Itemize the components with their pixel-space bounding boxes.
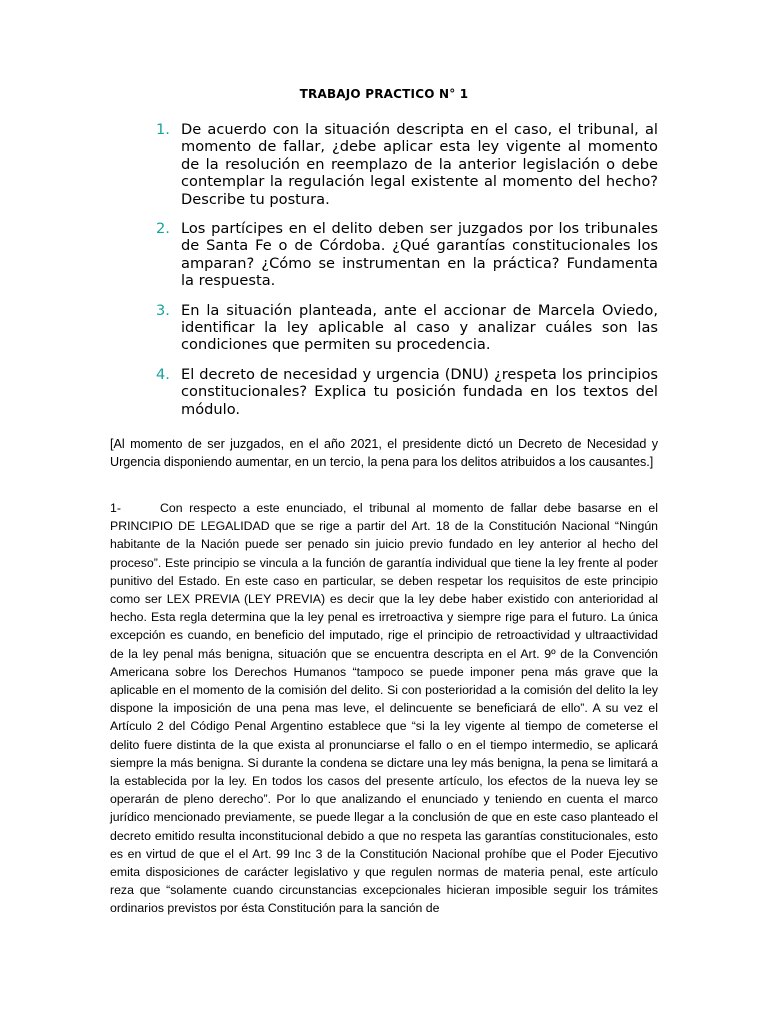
answer-text: Con respecto a este enunciado, el tribunal al momento de fallar debe basarse en el PRINCIPIO DE LEGALIDAD que se rige a partir del Art. 18 de la Constitución Nacional “Ningún habitante de la Nación puede ser penado sin juicio previo fundado en ley anterior al hecho del proceso”. Este principio se vincula a la función de garantía individual que tiene la ley frente al poder punitivo del Estado. En este caso en particular, se deben respetar los requisitos de este principio como ser LEX PREVIA (LEY PREVIA) es decir que la ley debe haber existido con anterioridad al hecho. Esta regla determina que la ley penal es irretroactiva y siempre rige para el futuro. La única excepción es cuando, en beneficio del imputado, rige el principio de retroactividad y ultraactividad de la ley penal más benigna, situación que se encuentra descripta en el Art. 9º de la Convención Americana sobre los Derechos Humanos “tampoco se puede imponer pena más grave que la aplicable en el momento de la comisión del delito. Si con posterioridad a la comisión del delito la ley dispone la imposición de una pena mas leve, el delincuente se beneficiará de ello”. A su vez el Artículo 2 del Código Penal Argentino establece que “si la ley vigente al tiempo de cometerse el delito fuere distinta de la que exista al pronunciarse el fallo o en el tiempo intermedio, se aplicará siempre la más benigna. Si durante la condena se dictare una ley más benigna, la pena se limitará a la establecida por la ley. En todos los casos del presente artículo, los efectos de la nueva ley se operarán de pleno derecho”. Por lo que analizando el enunciado y teniendo en cuenta el marco jurídico mencionado previamente, se puede llegar a la conclusión de que en este caso planteado el decreto emitido resulta inconstitucional debido a que no respeta las garantías constitucionales, esto es en virtud de que el el Art. 99 Inc 3 de la Constitución Nacional prohíbe que el Poder Ejecutivo emita disposiciones de carácter legislativo y que regulen normas de materia penal, este artículo reza que “solamente cuando circunstancias excepcionales hicieran imposible seguir los trámites ordinarios previstos por ésta Constitución para la sanción de (110, 501, 658, 916)
question-number: 3. (156, 301, 170, 319)
question-text: El decreto de necesidad y urgencia (DNU) ¿respeta los principios constitucionales? Explica tu posición fundada en los textos del módulo. (181, 365, 658, 418)
question-item-4 (156, 366, 658, 418)
question-item-1 (156, 121, 658, 208)
case-note-paragraph: [Al momento de ser juzgados, en el año 2021, el presidente dictó un Decreto de Necesidad y Urgencia disponiendo aumentar, en un tercio, la pena para los delitos atribuidos a los causantes.] (110, 437, 658, 469)
question-number: 4. (156, 365, 170, 383)
question-item-2 (156, 220, 658, 290)
question-text: Los partícipes en el delito deben ser juzgados por los tribunales de Santa Fe o de Córdoba. ¿Qué garantías constitucionales los amparan? ¿Cómo se instrumentan en la práctica? Fundamenta la respuesta. (181, 220, 658, 290)
question-text: De acuerdo con la situación descripta en el caso, el tribunal, al momento de fallar, ¿debe aplicar esta ley vigente al momento de la resolución en reemplazo de la anterior legislación o debe contemplar la regulación legal existente al momento del hecho? Describe tu postura. (181, 121, 658, 208)
question-item-3 (156, 302, 658, 354)
answer-number: 1- (110, 501, 121, 515)
question-number: 1. (156, 121, 170, 138)
answer-paragraph (110, 499, 658, 918)
question-text: En la situación planteada, ante el accionar de Marcela Oviedo, identificar la ley aplicable al caso y analizar cuáles son las condiciones que permiten su procedencia. (181, 301, 658, 354)
question-number: 2. (156, 220, 170, 238)
page-title: TRABAJO PRACTICO N° 1 (299, 87, 469, 101)
questions-list (156, 121, 658, 430)
